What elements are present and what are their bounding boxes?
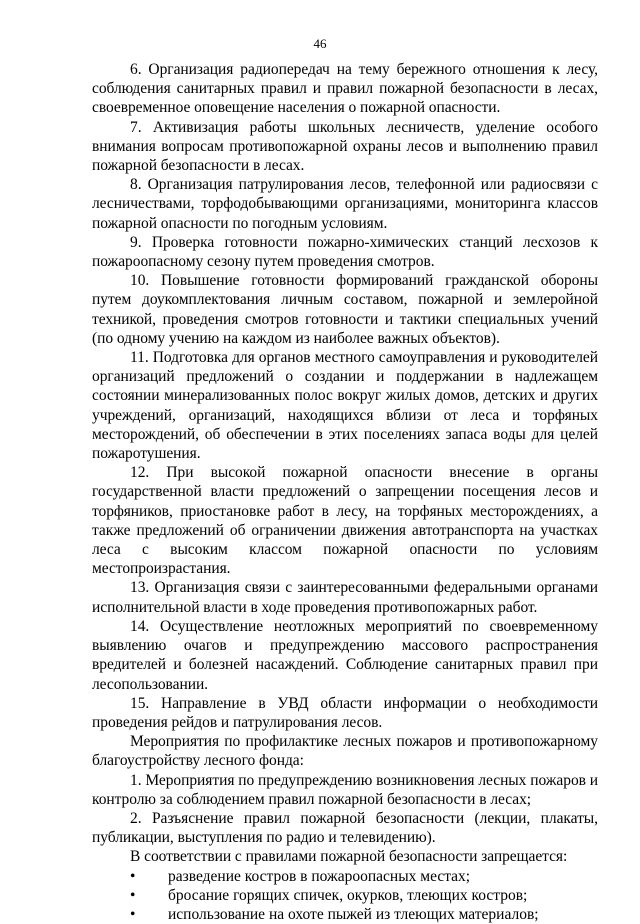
section-intro: Мероприятия по профилактике лесных пожаров и противопожарному благоустройству лесного фонда: xyxy=(92,733,598,770)
measure-1: 1. Мероприятия по предупреждению возникновения лесных пожаров и контролю за соблюдением правил пожарной безопасности в лесах; xyxy=(92,771,598,808)
paragraph-7: 7. Активизация работы школьных лесничеств, уделение особого внимания вопросам противопожарной охраны лесов и выполнению правил пожарной безопасности в лесах. xyxy=(92,118,598,175)
paragraph-8: 8. Организация патрулирования лесов, телефонной или радиосвязи с лесничествами, торфодобывающими организациями, мониторинга классов пожарной опасности по погодным условиям. xyxy=(92,176,598,232)
paragraph-15: 15. Направление в УВД области информации о необходимости проведения рейдов и патрулирования лесов. xyxy=(92,694,598,731)
paragraph-13: 13. Организация связи с заинтересованными федеральными органами исполнительной власти в ходе проведения противопожарных работ. xyxy=(92,579,598,616)
list-item xyxy=(92,886,598,905)
list-item-text: использование на охоте пыжей из тлеющих материалов; xyxy=(168,905,539,923)
prohibitions-intro: В соответствии с правилами пожарной безопасности запрещается: xyxy=(130,848,568,866)
list-item-text: разведение костров в пожароопасных местах; xyxy=(168,867,471,885)
prohibitions-list xyxy=(92,867,598,924)
bullet-icon: • xyxy=(130,886,136,904)
measure-2: 2. Разъяснение правил пожарной безопасности (лекции, плакаты, публикации, выступления по радио и телевидению). xyxy=(92,809,598,847)
list-item xyxy=(92,867,598,886)
paragraph-10: 10. Повышение готовности формирований гражданской обороны путем доукомплектования личным составом, пожарной и землеройной техникой, проведения смотров готовности и тактики специальных учений (по одному учению на каждом из наиболее важных объектов). xyxy=(92,272,598,347)
paragraph-14: 14. Осуществление неотложных мероприятий по своевременному выявлению очагов и предупреждению массового распространения вредителей и болезней насаждений. Соблюдение санитарных правил при лесопользовании. xyxy=(92,617,598,693)
page-number: 46 xyxy=(313,36,327,51)
list-item-text: бросание горящих спичек, окурков, тлеющих костров; xyxy=(168,886,528,904)
paragraph-9: 9. Проверка готовности пожарно-химических станций лесхозов к пожароопасному сезону путем проведения смотров. xyxy=(92,233,598,271)
paragraph-11: 11. Подготовка для органов местного самоуправления и руководителей организаций предложений о создании и поддержании в надлежащем состоянии минерализованных полос вокруг жилых домов, детских и других учреждений, организаций, находящихся вблизи от леса и торфяных месторождений, об обеспечении в этих поселениях запаса воды для целей пожаротушения. xyxy=(92,349,598,463)
bullet-icon: • xyxy=(130,905,136,923)
document-body xyxy=(92,60,598,924)
paragraph-6: 6. Организация радиопередач на тему бережного отношения к лесу, соблюдения санитарных правил и правил пожарной безопасности в лесах, своевременное оповещение населения о пожарной опасности. xyxy=(92,61,598,117)
paragraph-12: 12. При высокой пожарной опасности внесение в органы государственной власти предложений о запрещении посещения лесов и торфяников, приостановке работ в лесу, на торфяных месторождениях, а также предложений об ограничении движения автотранспорта на участках леса с высоким классом пожарной опасности по условиям местопроизрастания. xyxy=(92,464,598,578)
list-item xyxy=(92,905,598,924)
bullet-icon: • xyxy=(130,867,136,885)
